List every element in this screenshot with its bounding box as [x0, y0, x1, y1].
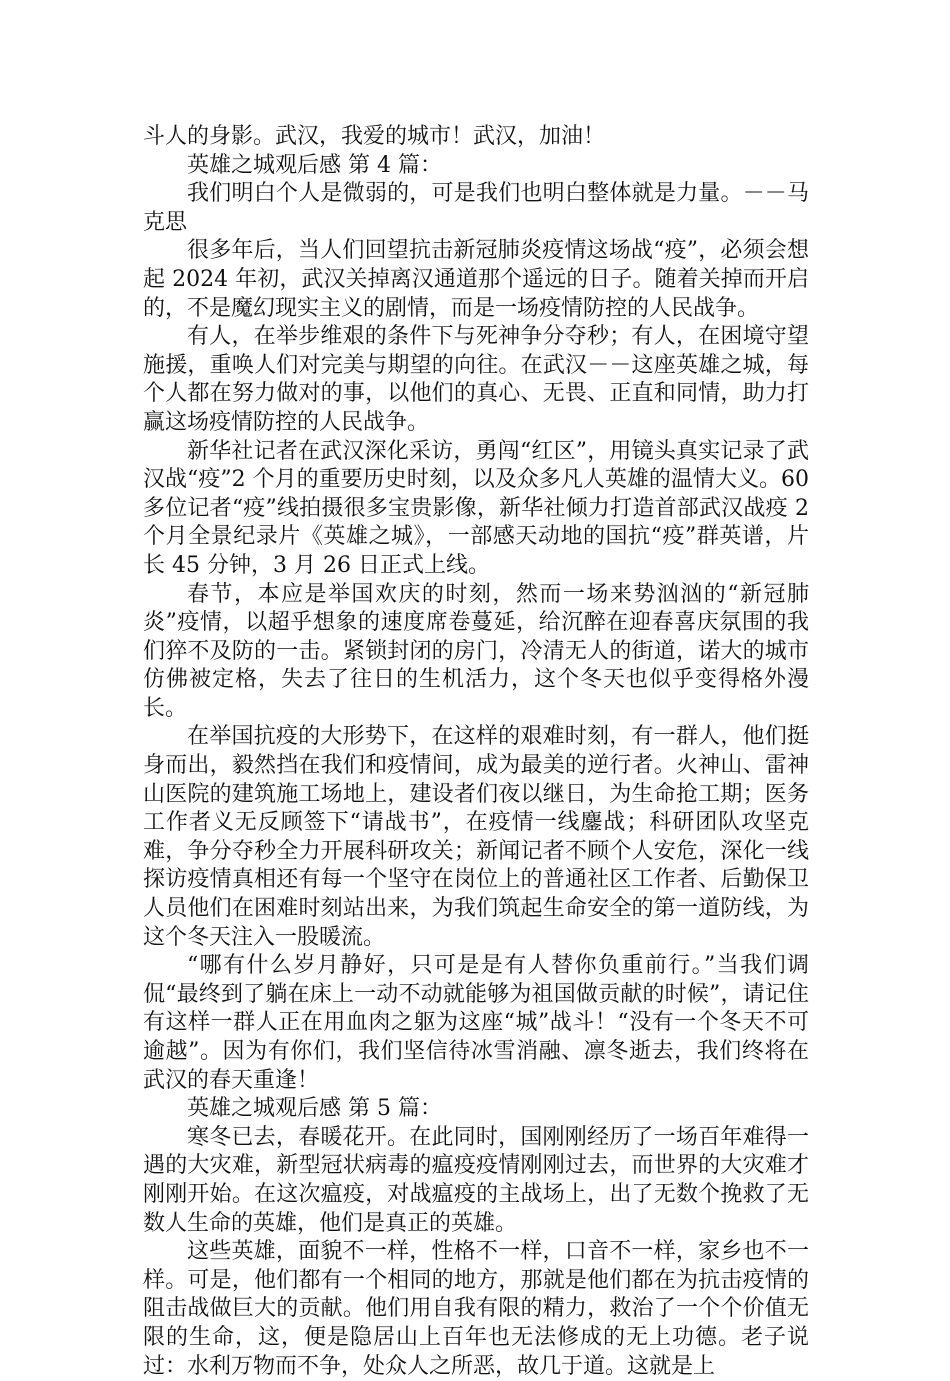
section-heading: 英雄之城观后感 第 4 篇： [187, 152, 442, 178]
paragraph: 寒冬已去，春暖花开。在此同时，国刚刚经历了一场百年难得一遇的大灾难，新型冠状病毒的瘟疫疫情刚刚过去，而世界的大灾难才刚刚开始。在这次瘟疫，对战瘟疫的主战场上，出了无数个挽救了无数人生命的英雄，他们是真正的英雄。 [143, 1124, 809, 1236]
paragraph: 斗人的身影。武汉，我爱的城市！武汉，加油！ [143, 124, 606, 149]
paragraph: 我们明白个人是微弱的，可是我们也明白整体就是力量。－－马克思 [143, 181, 809, 235]
paragraph: “哪有什么岁月静好，只可是是有人替你负重前行。”当我们调侃“最终到了躺在床上一动不动就能够为祖国做贡献的时候”，请记住有这样一群人正在用血肉之躯为这座“城”战斗！“没有一个冬天不可逾越”。因为有你们，我们坚信待冰雪消融、凛冬逝去，我们终将在武汉的春天重逢！ [143, 953, 809, 1093]
paragraph: 很多年后，当人们回望抗击新冠肺炎疫情这场战“疫”，必须会想起 2024 年初，武汉关掉离汉通道那个遥远的日子。随着关掉而开启的，不是魔幻现实主义的剧情，而是一场疫情防控的人民战争。 [143, 238, 809, 321]
paragraph: 在举国抗疫的大形势下，在这样的艰难时刻，有一群人，他们挺身而出，毅然挡在我们和疫情间，成为最美的逆行者。火神山、雷神山医院的建筑施工场地上，建设者们夜以继日，为生命抢工期；医务工作者义无反顾签下“请战书”，在疫情一线鏖战；科研团队攻坚克难，争分夺秒全力开展科研攻关；新闻记者不顾个人安危，深化一线探访疫情真相还有每一个坚守在岗位上的普通社区工作者、后勤保卫人员他们在困难时刻站出来，为我们筑起生命安全的第一道防线，为这个冬天注入一股暖流。 [143, 724, 809, 950]
paragraph: 新华社记者在武汉深化采访，勇闯“红区”，用镜头真实记录了武汉战“疫”2 个月的重要历史时刻，以及众多凡人英雄的温情大义。60 多位记者“疫”线拍摄很多宝贵影像，新华社倾力打造首部武汉战疫 2 个月全景纪录片《英雄之城》，一部感天动地的国抗“疫”群英谱，片长 45 分钟，3 月 26 日正式上线。 [143, 438, 809, 578]
section-heading: 英雄之城观后感 第 5 篇： [187, 1096, 442, 1122]
document-body [143, 123, 809, 1381]
paragraph: 这些英雄，面貌不一样，性格不一样，口音不一样，家乡也不一样。可是，他们都有一个相同的地方，那就是他们都在为抗击疫情的阻击战做巨大的贡献。他们用自我有限的精力，救治了一个个价值无限的生命，这，便是隐居山上百年也无法修成的无上功德。老子说过：水利万物而不争，处众人之所恶，故几于道。这就是上 [143, 1239, 809, 1379]
paragraph: 有人，在举步维艰的条件下与死神争分夺秒；有人，在困境守望施援，重唤人们对完美与期望的向往。在武汉－－这座英雄之城，每个人都在努力做对的事，以他们的真心、无畏、正直和同情，助力打赢这场疫情防控的人民战争。 [143, 324, 809, 435]
paragraph: 春节，本应是举国欢庆的时刻，然而一场来势汹汹的“新冠肺炎”疫情，以超乎想象的速度席卷蔓延，给沉醉在迎春喜庆氛围的我们猝不及防的一击。紧锁封闭的房门，冷清无人的街道，诺大的城市仿佛被定格，失去了往日的生机活力，这个冬天也似乎变得格外漫长。 [143, 581, 809, 721]
